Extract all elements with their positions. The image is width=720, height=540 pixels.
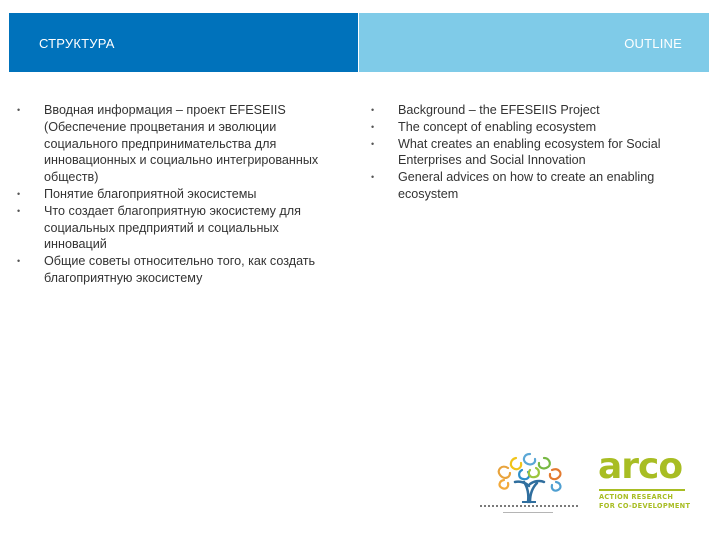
list-item	[17, 203, 342, 253]
bullet-icon: •	[17, 256, 21, 267]
list-item	[17, 253, 342, 287]
list-item-text: Что создает благоприятную экосистему для социальных предприятий и социальных инноваций	[44, 203, 301, 252]
list-item-text: The concept of enabling ecosystem	[398, 119, 597, 134]
bullet-icon: •	[371, 121, 375, 132]
arco-logo-word: arco	[598, 446, 683, 487]
tree-logo-subcaption	[503, 512, 553, 513]
header-right-band	[359, 13, 709, 72]
list-item	[371, 136, 662, 170]
tree-logo-caption	[480, 505, 578, 510]
list-item	[371, 169, 662, 203]
bullet-icon: •	[17, 188, 21, 199]
header-left-title: СТРУКТУРА	[39, 36, 115, 51]
list-item-text: What creates an enabling ecosystem for Social Enterprises and Social Innovation	[398, 136, 661, 168]
list-item	[17, 186, 342, 203]
english-outline-list	[371, 102, 662, 203]
bullet-icon: •	[17, 205, 21, 216]
arco-logo-rule	[599, 489, 685, 491]
list-item-text: Background – the EFESEIIS Project	[398, 103, 600, 117]
list-item-text: Понятие благоприятной экосистемы	[44, 186, 257, 201]
bullet-icon: •	[371, 105, 375, 115]
header-right-title: OUTLINE	[624, 36, 682, 51]
arco-logo-line1: ACTION RESEARCH	[599, 493, 674, 501]
list-item	[17, 102, 342, 186]
efeseiis-tree-logo	[478, 446, 580, 516]
list-item	[371, 102, 662, 119]
list-item-text: Общие советы относительно того, как создать благоприятную экосистему	[44, 254, 316, 285]
bullet-icon: •	[371, 138, 375, 149]
list-item-text: Вводная информация – проект EFESEIIS (Обеспечение процветания и эволюции социального предпринимательства для инновационных и социально интегрированных обществ)	[44, 103, 319, 185]
bullet-icon: •	[17, 105, 21, 115]
list-item-text: General advices on how to create an enabling ecosystem	[398, 170, 655, 201]
arco-logo	[598, 446, 691, 516]
arco-logo-line2: FOR CO-DEVELOPMENT	[599, 502, 691, 510]
bullet-icon: •	[371, 172, 375, 183]
header-left-band	[9, 13, 358, 72]
list-item	[371, 119, 662, 136]
tree-icon	[478, 446, 580, 504]
russian-outline-list	[17, 102, 342, 287]
